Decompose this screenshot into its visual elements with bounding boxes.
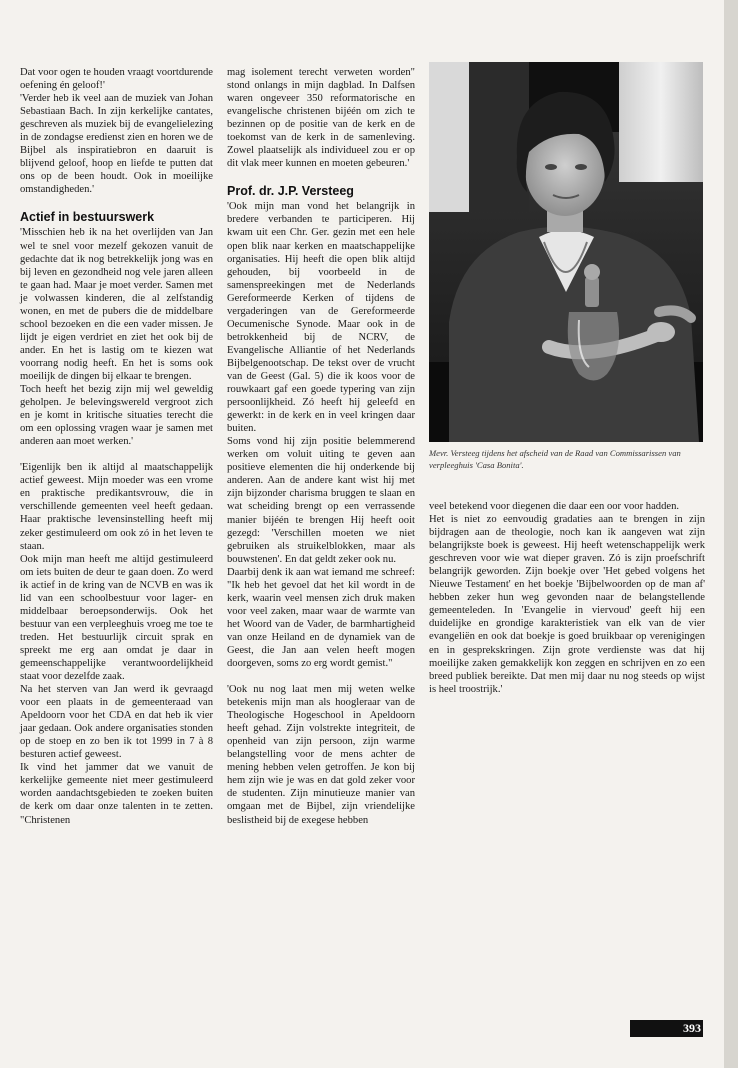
portrait-photo <box>429 62 703 442</box>
paragraph: Soms vond hij zijn positie belemmerend werken om voluit uiting te geven aan positieve elementen die hij onderkende bij anderen. Aan de andere kant wist hij met zijn bijzonder charisma bruggen te slaan en wat scheiding brengt op een verrassende manier bijéén te brengen Hij heeft ooit gezegd: 'Verschillen moeten we niet gebruiken als struikelblokken, maar als bouwstenen'. En dat geldt zeker ook nu. <box>227 436 415 565</box>
paragraph: veel betekend voor diegenen die daar een oor voor hadden. <box>429 501 680 512</box>
page-number: 393 <box>630 1020 703 1037</box>
paragraph: mag isolement terecht verweten worden" stond onlangs in mijn dagblad. In Dalfsen waren ongeveer 350 reformatorische en evangelische christenen bijéén om zich te bezinnen op de positie van de kerk en de toekomst van de kerk in de samenleving. Zowel plaatselijk als individueel zou er op dit vlak meer kunnen en moeten gebeuren.' <box>227 67 415 170</box>
page-edge <box>724 0 738 1068</box>
paragraph: 'Ook mijn man vond het belangrijk in bredere verbanden te participeren. Hij kwam uit een Chr. Ger. gezin met een hele open blik naar kerken en maatschappelijke organisaties. Hij heeft die open blik altijd gehouden, bij voorbeeld in de samenspreekingen met de Nederlands Gereformeerde Kerken of tijdens de vergaderingen van de Gereformeerde Oecumenische Synode. Maar ook in de betrokkenheid bij de NCRV, de Evangelische Alliantie of het Nederlands Bijbelgenootschap. De tekst over de vrucht van de Geest (Gal. 5) die ik koos voor de rouwkaart gaf een goede typering van zijn persoonlijkheid. Zó heeft hij geleefd en gewerkt: in de kerk en in veel kringen daar buiten. <box>227 201 415 435</box>
section-heading-bestuurswerk: Actief in bestuurswerk <box>20 210 155 225</box>
portrait-photo-image <box>429 62 703 442</box>
text-column-3 <box>429 500 705 696</box>
paragraph: 'Verder heb ik veel aan de muziek van Johan Sebastiaan Bach. In zijn kerkelijke cantates, geschreven als muziek bij de evangelielezing in de zondagse eredienst zien en horen we de Bijbel als inspiratiebron en daaruit is blijvend geloof, hoop en liefde te putten dat ons op de been houdt. Ook in moeilijke omstandigheden.' <box>20 93 213 196</box>
photo-caption: Mevr. Versteeg tijdens het afscheid van de Raad van Commissarissen van verpleeghuis 'Casa Bonita'. <box>429 448 681 470</box>
text-column-2 <box>227 66 415 827</box>
text-column-1 <box>20 66 213 827</box>
paragraph: Toch heeft het bezig zijn mij wel geweldig geholpen. Je belevingswereld vergroot zich en je komt in kritische situaties terecht die om een oplossing vragen waar je samen met anderen aan moet werken.' <box>20 384 213 448</box>
section-heading-versteeg: Prof. dr. J.P. Versteeg <box>227 184 354 199</box>
paragraph: Daarbij denk ik aan wat iemand me schreef: "Ik heb het gevoel dat het kil wordt in de kerk, waarin veel mensen zich druk maken voor veel zaken, maar waar de warmte van het Woord van de Vader, de barmhartigheid van onze Heiland en de dynamiek van de Geest, die Jan aan velen heeft mogen doorgeven, soms zo erg wordt gemist." <box>227 566 415 670</box>
paragraph: Het is niet zo eenvoudig gradaties aan te brengen in zijn bijdragen aan de theologie, noch kan ik aangeven wat zijn belangrijkste boek is geweest. Hij heeft wetenschappelijk werk geschreven voor wie wat dieper graven. Zó is zijn proefschrift belangrijk geworden. Zijn boekje over 'Het gebed volgens het Nieuwe Testament' en het boekje 'Bijbelwoorden op de man af' hebben zeker hun weg gevonden naar de belangstellende gemeenteleden. In 'Evangelie in viervoud' geeft hij een duidelijke en grondige karakteristiek van elk van de vier evangeliën en ook dat boekje is goed bruikbaar op verenigingen en in gesprekskringen. Zijn grote verdienste was dat hij moeilijke zaken gemakkelijk kon zeggen en schrijven en zo een breed publiek bereikte. Dat men mij daar nu nog steeds op wijst is heel troostrijk.' <box>429 514 705 695</box>
paragraph: Na het sterven van Jan werd ik gevraagd voor een plaats in de gemeenteraad van Apeldoorn voor het CDA en dat heb ik vier jaar gedaan. Ook andere organisaties stonden op de stoep en zo ben ik tot 1999 in 7 à 8 besturen actief geweest. <box>20 684 213 761</box>
paragraph: 'Eigenlijk ben ik altijd al maatschappelijk actief geweest. Mijn moeder was een vrome en praktische predikantsvrouw, die in verschillende gemeenten veel heeft gedaan. Haar praktische levensinstelling heeft mij zeker gestimuleerd om ook zó in het leven te staan. <box>20 462 213 552</box>
paragraph: Dat voor ogen te houden vraagt voortdurende oefening én geloof!' <box>20 67 213 92</box>
paragraph: 'Misschien heb ik na het overlijden van Jan wel te snel voor mezelf gekozen vanuit de gedachte dat ik nog betrekkelijk jong was en bij leven en gezondheid nog vele jaren alleen te gaan had. Maar je moet verder. Samen met je volwassen kinderen, die al zelfstandig wonen, en met de pubers die de middelbare school bezoeken en die een vader missen. Je lijdt je eigen verdriet en ziet het ook bij de ander. En het is lastig om te kiezen wat voorrang nodig heeft. En het is soms ook moeilijk de dingen bij elkaar te brengen. <box>20 227 213 382</box>
paragraph: Ook mijn man heeft me altijd gestimuleerd om iets buiten de deur te gaan doen. Zo werd ik actief in de kring van de NCVB en was ik lid van een schoolbestuur voor lager- en middelbaar beroepsonderwijs. Ook het bestuur van een verpleeghuis vroeg me toe te treden. Het bestuurlijk circuit sprak en spreekt me erg aan omdat je daar in gemeenschappelijke verantwoordelijkheid staat voor dezelfde zaak. <box>20 553 213 683</box>
paragraph: Ik vind het jammer dat we vanuit de kerkelijke gemeente niet meer gestimuleerd worden aandachtsgebieden te zoeken buiten de kerk om daar onze talenten in te zetten. "Christenen <box>20 762 213 826</box>
paragraph: 'Ook nu nog laat men mij weten welke betekenis mijn man als hoogleraar van de Theologische Hogeschool in Apeldoorn heeft gehad. Zijn volstrekte integriteit, de openheid van zijn persoon, zijn warme belangstelling voor de mens achter de mening hebben velen getroffen. Je kon bij hem zijn wie je was en dat gold zeker voor de studenten. Zijn minutieuze manier van omgaan met de Bijbel, zijn vriendelijke beslistheid bij de exegese hebben <box>227 684 415 826</box>
